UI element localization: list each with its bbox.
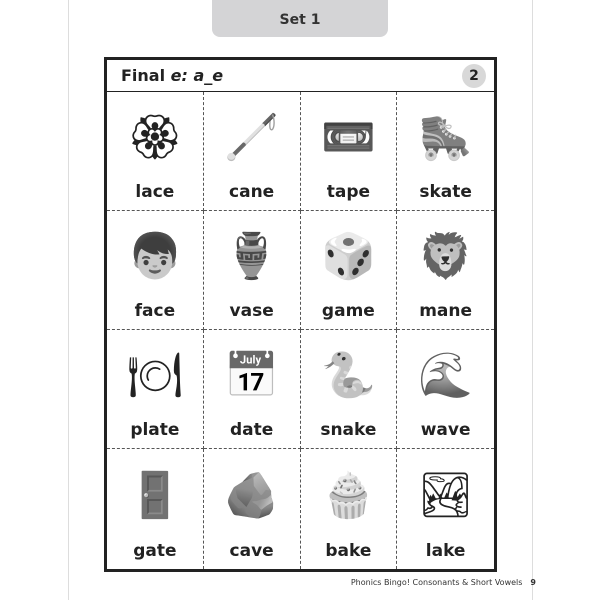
- footer-text: Phonics Bingo! Consonants & Short Vowels: [350, 578, 523, 587]
- cell-word: lace: [135, 182, 175, 203]
- bingo-cell-lace: [107, 92, 204, 211]
- bingo-cell-skate: [397, 92, 494, 211]
- card-header: [107, 60, 494, 92]
- bingo-cell-cave: [204, 449, 301, 568]
- gate-picture-icon: 🚪: [127, 469, 183, 521]
- bingo-cell-tape: [301, 92, 398, 211]
- bingo-cell-mane: [397, 211, 494, 330]
- cell-word: face: [134, 301, 176, 322]
- cell-word: bake: [325, 540, 372, 561]
- bingo-cell-plate: [107, 330, 204, 449]
- bingo-grid: [107, 92, 494, 569]
- cell-word: vase: [229, 301, 274, 322]
- face-picture-icon: 👦: [127, 231, 183, 283]
- plate-picture-icon: 🍽: [126, 350, 183, 402]
- cell-word: tape: [326, 182, 371, 203]
- bingo-cell-game: [301, 211, 398, 330]
- lace-picture-icon: 🏵: [126, 112, 183, 164]
- cave-picture-icon: 🪨: [224, 469, 280, 521]
- wave-picture-icon: 🌊: [418, 350, 474, 402]
- card-number-badge: 2: [462, 64, 486, 88]
- bingo-cell-bake: [301, 449, 398, 568]
- date-picture-icon: 📅: [224, 350, 280, 402]
- cell-word: wave: [420, 420, 471, 441]
- cell-word: skate: [419, 182, 472, 203]
- set-tab: [212, 0, 388, 37]
- cell-word: cane: [229, 182, 275, 203]
- bingo-cell-cane: [204, 92, 301, 211]
- bingo-cell-face: [107, 211, 204, 330]
- cell-word: game: [321, 301, 375, 322]
- cell-word: plate: [130, 420, 180, 441]
- cell-word: lake: [425, 540, 466, 561]
- snake-picture-icon: 🐍: [320, 350, 376, 402]
- bake-picture-icon: 🧁: [320, 469, 376, 521]
- cell-word: gate: [133, 540, 177, 561]
- vase-picture-icon: 🏺: [224, 231, 280, 283]
- cane-picture-icon: 🦯: [224, 112, 280, 164]
- tape-picture-icon: 📼: [320, 112, 376, 164]
- bingo-card: [104, 57, 497, 572]
- cell-word: date: [229, 420, 274, 441]
- page-edge-right: [532, 0, 533, 600]
- game-picture-icon: 🎲: [320, 231, 376, 283]
- set-label: Set 1: [279, 12, 321, 28]
- bingo-cell-snake: [301, 330, 398, 449]
- page-number: 9: [530, 578, 536, 587]
- bingo-cell-lake: [397, 449, 494, 568]
- bingo-cell-date: [204, 330, 301, 449]
- mane-picture-icon: 🦁: [418, 231, 474, 283]
- page-edge-left: [68, 0, 69, 600]
- bingo-cell-wave: [397, 330, 494, 449]
- card-title: [121, 66, 223, 85]
- lake-picture-icon: 🏞: [417, 469, 474, 521]
- bingo-cell-gate: [107, 449, 204, 568]
- title-prefix: Final: [121, 66, 171, 85]
- cell-word: cave: [229, 540, 274, 561]
- cell-word: snake: [320, 420, 377, 441]
- footer: [351, 578, 536, 587]
- cell-word: mane: [419, 301, 473, 322]
- bingo-cell-vase: [204, 211, 301, 330]
- title-pattern: e: a_e: [170, 66, 224, 85]
- skate-picture-icon: 🛼: [418, 112, 474, 164]
